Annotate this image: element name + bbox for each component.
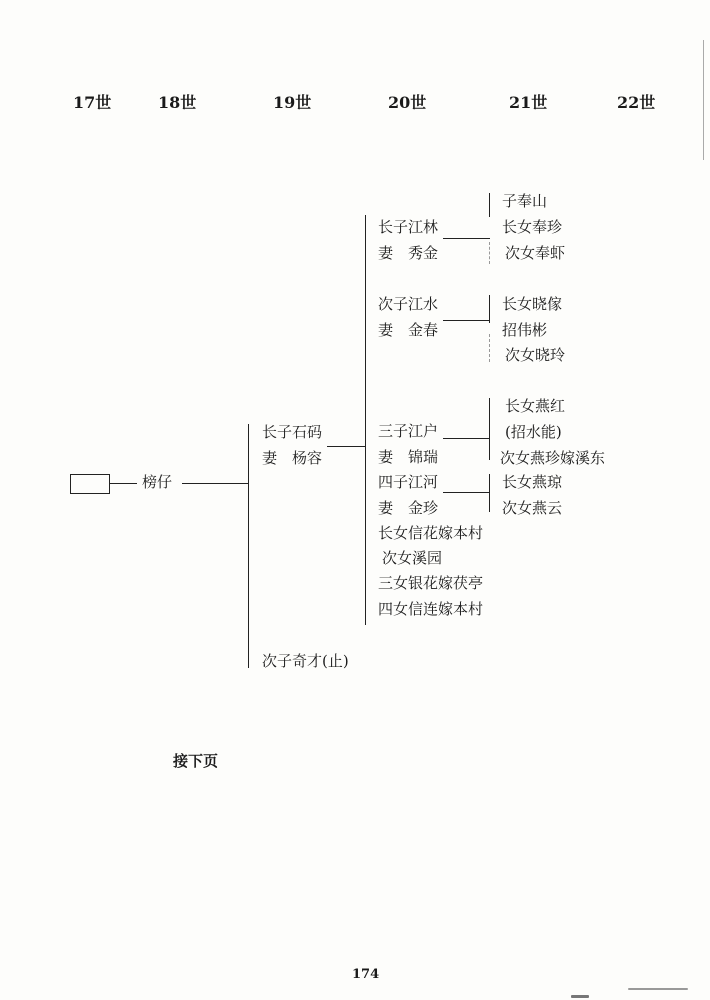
- scan-edge-mark: [703, 40, 704, 160]
- jianghe-child-1: 长女燕琼: [502, 473, 563, 491]
- bracket-jianglin-children-top: [489, 193, 490, 217]
- jianghu-child-1: 长女燕红: [505, 397, 566, 415]
- gen20-son1: 长子江林: [378, 218, 439, 236]
- jianglin-child-2: 长女奉珍: [502, 218, 563, 236]
- connector-gen18-gen19: [182, 483, 248, 484]
- generation-18-header: 18世: [158, 93, 197, 112]
- connector-jiangshui-children: [443, 320, 490, 321]
- connector-jianghe-children: [443, 492, 490, 493]
- gen20-daughter1: 长女信花嫁本村: [378, 524, 484, 542]
- generation-17-header: 17世: [73, 93, 112, 112]
- bracket-gen19: [248, 424, 249, 668]
- generation-19-header: 19世: [273, 93, 312, 112]
- jiangshui-child-3: 次女晓玲: [505, 346, 566, 364]
- bracket-jianghu-children: [489, 398, 490, 460]
- connector-jianglin-children: [443, 238, 490, 239]
- generation-20-header: 20世: [388, 93, 427, 112]
- generation-21-header: 21世: [509, 93, 548, 112]
- gen20-son1-wife: 妻 秀金: [378, 244, 439, 262]
- gen20-son3: 三子江户: [378, 422, 439, 440]
- bracket-jiangshui-children-top: [489, 295, 490, 323]
- bracket-jiangshui-children-bottom: [489, 334, 490, 362]
- jiangshui-child-2: 招伟彬: [502, 321, 548, 339]
- continue-next-page-note: 接下页: [173, 752, 219, 770]
- jianghu-child-2: 次女燕珍嫁溪东: [500, 449, 606, 467]
- jianghu-child-1-husband: (招水能): [505, 423, 562, 441]
- jianghe-child-2: 次女燕云: [502, 499, 563, 517]
- bracket-jianglin-children-bottom: [489, 242, 490, 264]
- gen17-ancestor-box: [70, 474, 110, 494]
- connector-gen19-gen20: [327, 446, 365, 447]
- jianglin-child-3: 次女奉虾: [505, 244, 566, 262]
- gen20-daughter4: 四女信连嫁本村: [378, 600, 484, 618]
- gen20-son4-wife: 妻 金珍: [378, 499, 439, 517]
- gen19-son2: 次子奇才(止): [262, 652, 349, 670]
- generation-22-header: 22世: [617, 93, 656, 112]
- bracket-jianghe-children: [489, 474, 490, 512]
- connector-jianghu-children: [443, 438, 490, 439]
- connector-gen17-gen18: [109, 483, 137, 484]
- gen19-son1: 长子石码: [262, 423, 323, 441]
- gen20-daughter3: 三女银花嫁茯亭: [378, 574, 484, 592]
- gen20-son2-wife: 妻 金春: [378, 321, 439, 339]
- gen20-son2: 次子江水: [378, 295, 439, 313]
- jianglin-child-1: 子奉山: [502, 192, 548, 210]
- jiangshui-child-1: 长女晓傢: [502, 295, 563, 313]
- scan-speck: [571, 995, 589, 998]
- gen20-daughter2: 次女溪园: [382, 549, 443, 567]
- gen19-son1-wife: 妻 杨容: [262, 449, 323, 467]
- gen20-son4: 四子江河: [378, 473, 439, 491]
- scan-edge-mark-bottom: [628, 988, 688, 990]
- gen20-son3-wife: 妻 锦瑞: [378, 448, 439, 466]
- page-number: 174: [352, 967, 380, 982]
- gen18-person: 榜仔: [142, 473, 173, 491]
- bracket-gen20: [365, 215, 366, 625]
